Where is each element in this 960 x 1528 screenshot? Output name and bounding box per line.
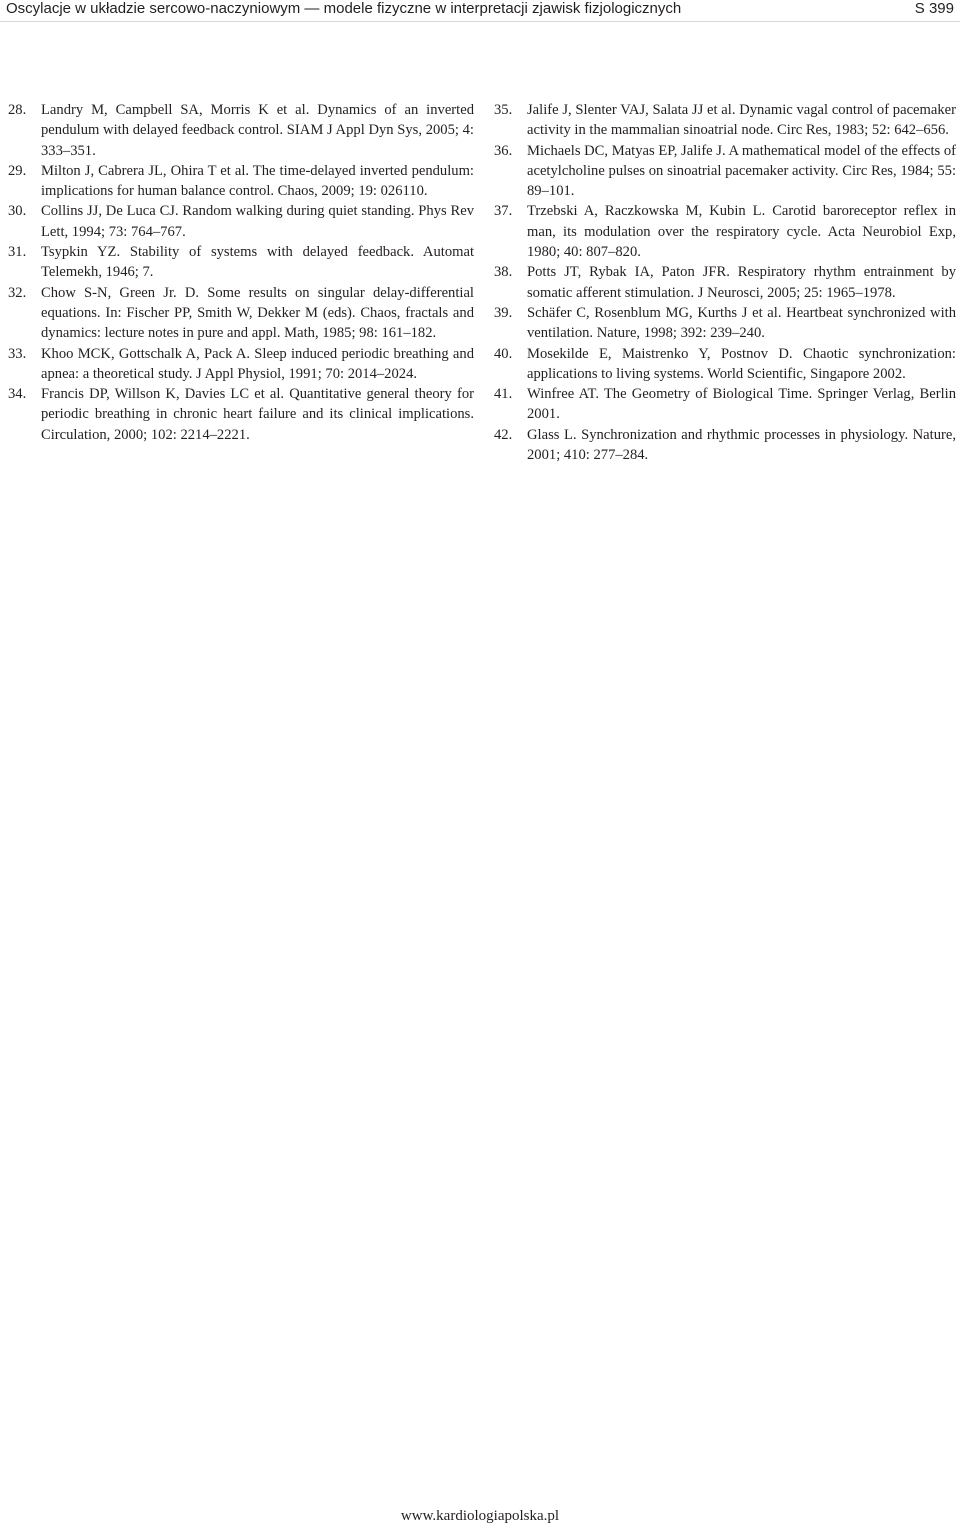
- reference-item-40: [494, 344, 956, 385]
- reference-list-left-column: [8, 100, 474, 445]
- reference-text: Potts JT, Rybak IA, Paton JFR. Respiratory rhythm entrainment by somatic afferent stimulation. J Neurosci, 2005; 25: 1965–1978.: [527, 264, 956, 301]
- reference-number: 39.: [494, 304, 513, 321]
- page-number: S 399: [914, 0, 954, 17]
- reference-item-34: [8, 384, 474, 445]
- reference-text: Landry M, Campbell SA, Morris K et al. Dynamics of an inverted pendulum with delayed feedback control. SIAM J Appl Dyn Sys, 2005; 4: 333–351.: [41, 102, 474, 159]
- reference-item-28: [8, 100, 474, 161]
- reference-text: Schäfer C, Rosenblum MG, Kurths J et al. Heartbeat synchronized with ventilation. Nature, 1998; 392: 239–240.: [527, 304, 956, 342]
- reference-number: 42.: [494, 426, 513, 443]
- reference-item-29: [8, 161, 474, 202]
- reference-item-31: [8, 242, 474, 283]
- reference-text: Milton J, Cabrera JL, Ohira T et al. The time-delayed inverted pendulum: implications for human balance control. Chaos, 2009; 19: 026110.: [41, 162, 474, 200]
- reference-text: Collins JJ, De Luca CJ. Random walking during quiet standing. Phys Rev Lett, 1994; 73: 764–767.: [41, 203, 474, 240]
- reference-item-35: [494, 100, 956, 141]
- reference-list-right-column: [494, 100, 956, 465]
- reference-number: 36.: [494, 142, 513, 159]
- reference-number: 38.: [494, 264, 513, 281]
- reference-number: 40.: [494, 345, 513, 362]
- reference-text: Khoo MCK, Gottschalk A, Pack A. Sleep induced periodic breathing and apnea: a theoretical study. J Appl Physiol, 1991; 70: 2014–2024.: [41, 345, 474, 382]
- reference-text: Mosekilde E, Maistrenko Y, Postnov D. Chaotic synchronization: applications to living systems. World Scientific, Singapore 2002.: [527, 345, 956, 382]
- reference-number: 37.: [494, 203, 513, 220]
- reference-text: Trzebski A, Raczkowska M, Kubin L. Carotid baroreceptor reflex in man, its modulation over the respiratory cycle. Acta Neurobiol Exp, 1980; 40: 807–820.: [527, 203, 956, 261]
- reference-item-37: [494, 201, 956, 262]
- reference-number: 33.: [8, 345, 27, 362]
- running-title: Oscylacje w układzie sercowo-naczyniowym — modele fizyczne w interpretacji zjawisk fizjologicznych: [6, 0, 682, 17]
- reference-text: Glass L. Synchronization and rhythmic processes in physiology. Nature, 2001; 410: 277–284.: [527, 426, 956, 464]
- reference-number: 28.: [8, 102, 27, 118]
- reference-item-42: [494, 425, 956, 466]
- reference-text: Tsypkin YZ. Stability of systems with delayed feedback. Automat Telemekh, 1946; 7.: [41, 244, 474, 281]
- reference-number: 31.: [8, 244, 27, 261]
- reference-text: Winfree AT. The Geometry of Biological Time. Springer Verlag, Berlin 2001.: [527, 386, 956, 423]
- reference-number: 41.: [494, 386, 513, 403]
- reference-text: Michaels DC, Matyas EP, Jalife J. A mathematical model of the effects of acetylcholine pulses on sinoatrial pacemaker activity. Circ Res, 1984; 55: 89–101.: [527, 142, 956, 200]
- header-divider: [0, 21, 960, 22]
- reference-number: 32.: [8, 284, 27, 301]
- reference-text: Francis DP, Willson K, Davies LC et al. Quantitative general theory for periodic breathing in chronic heart failure and its clinical implications. Circulation, 2000; 102: 2214–2221.: [41, 386, 474, 443]
- reference-number: 30.: [8, 203, 27, 220]
- reference-item-38: [494, 262, 956, 303]
- reference-text: Jalife J, Slenter VAJ, Salata JJ et al. Dynamic vagal control of pacemaker activity in the mammalian sinoatrial node. Circ Res, 1983; 52: 642–656.: [527, 102, 956, 139]
- reference-item-33: [8, 344, 474, 385]
- reference-item-32: [8, 283, 474, 344]
- reference-item-41: [494, 384, 956, 425]
- reference-number: 35.: [494, 102, 513, 118]
- reference-item-36: [494, 141, 956, 202]
- reference-number: 29.: [8, 162, 27, 179]
- running-header: [0, 0, 960, 20]
- reference-item-30: [8, 201, 474, 242]
- footer-website-url: www.kardiologiapolska.pl: [400, 1508, 560, 1524]
- reference-text: Chow S-N, Green Jr. D. Some results on singular delay-differential equations. In: Fischer PP, Smith W, Dekker M (eds). Chaos, fractals and dynamics: lecture notes in pure and appl. Math, 1985; 98: 161–182.: [41, 284, 474, 342]
- reference-number: 34.: [8, 386, 27, 403]
- reference-item-39: [494, 303, 956, 344]
